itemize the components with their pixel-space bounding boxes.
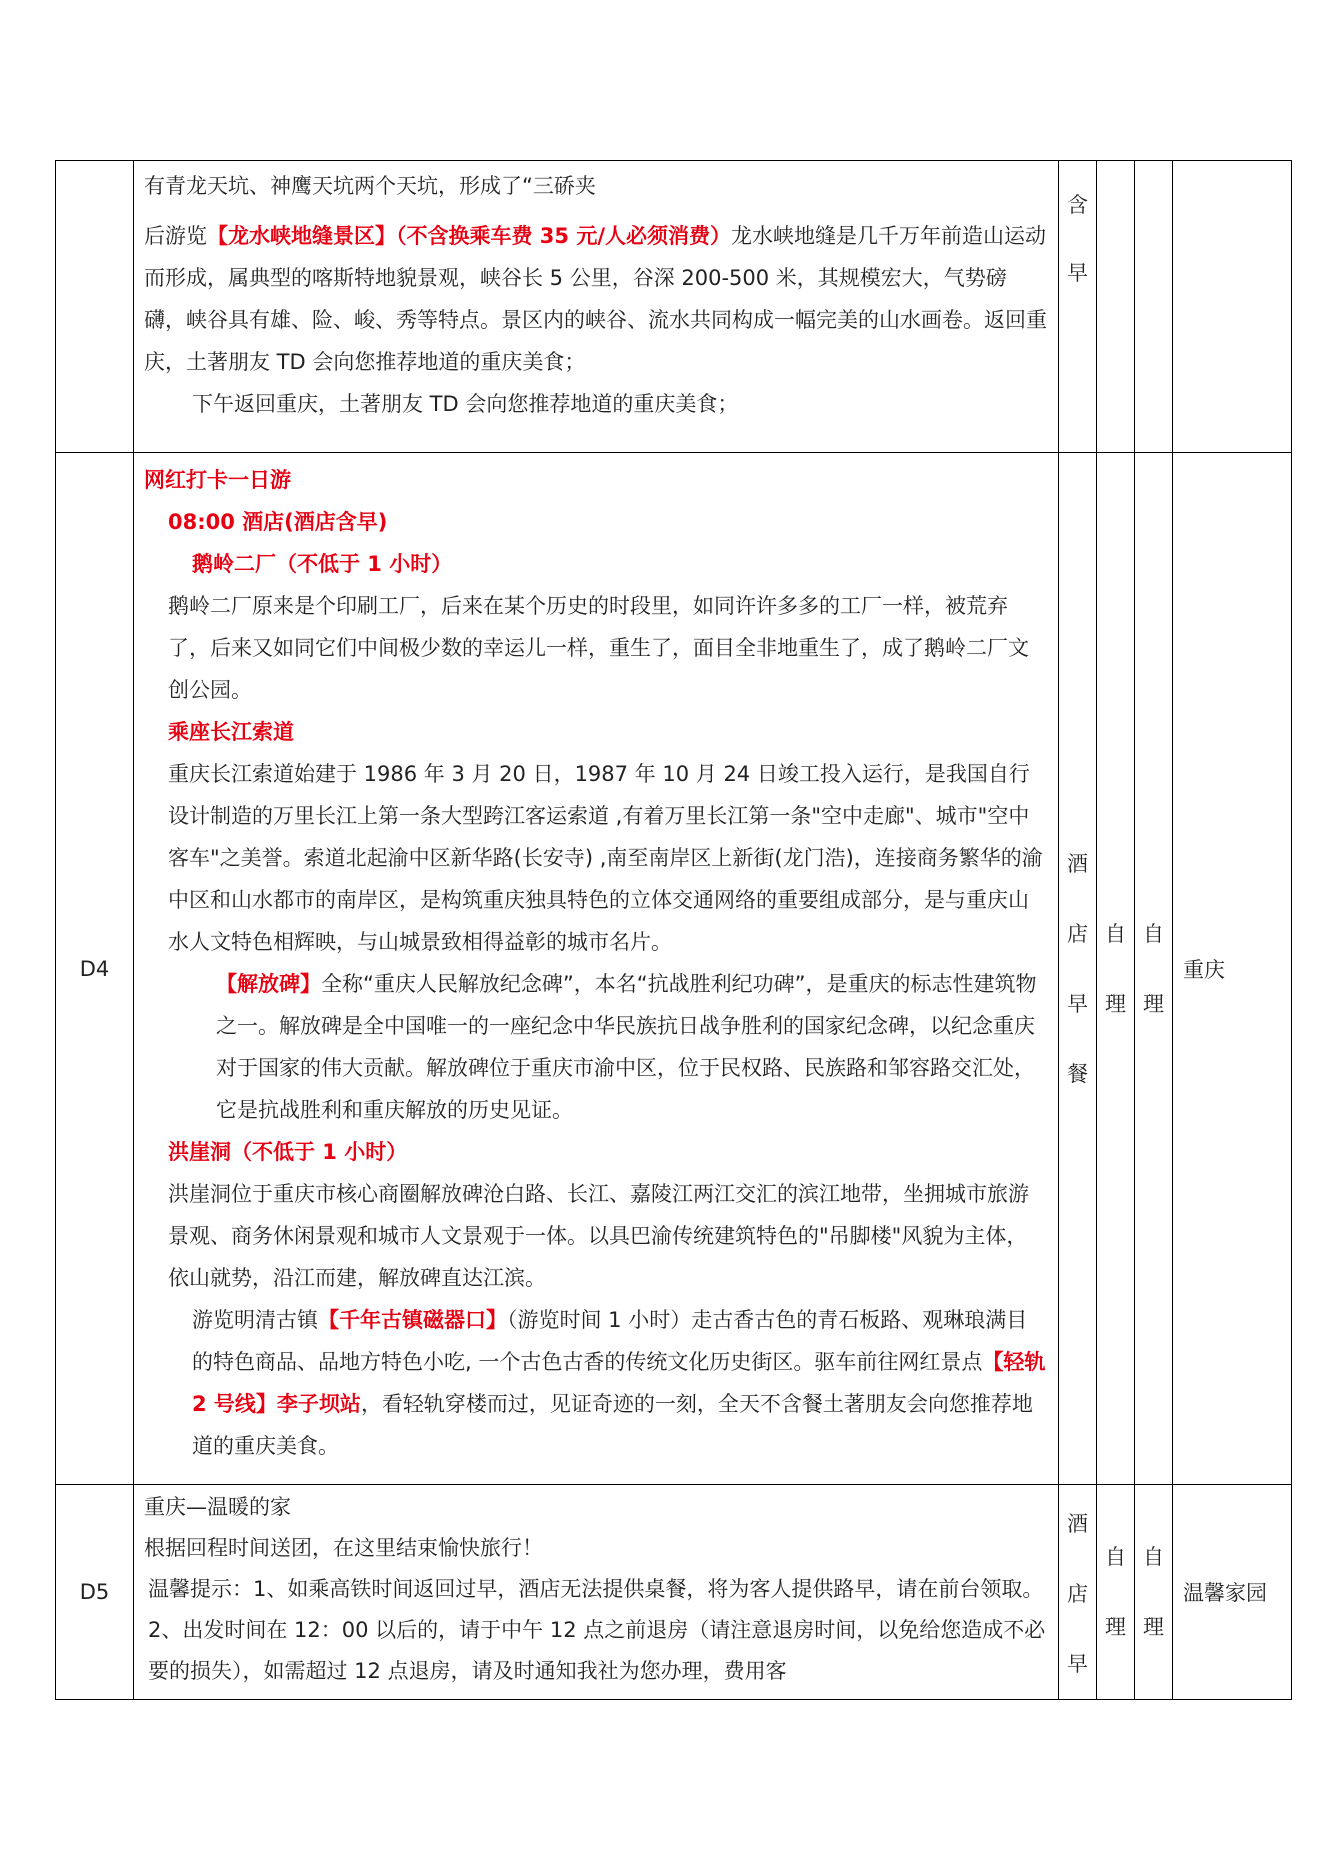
description-cell [134, 161, 1059, 453]
attraction-title: 乘座长江索道 [168, 720, 294, 744]
desc-highlight: 【龙水峡地缝景区】（不含换乘车费 35 元/人必须消费） [207, 224, 732, 248]
attraction-text: 游览明清古镇 [192, 1308, 318, 1332]
itinerary-row-d5 [56, 1485, 1292, 1700]
attraction-text: 鹅岭二厂原来是个印刷工厂，后来在某个历史的时段里，如同许许多多的工厂一样，被荒弃了，后来又如同它们中间极少数的幸运儿一样，重生了，面目全非地重生了，成了鹅岭二厂文创公园。 [168, 594, 1029, 702]
itinerary-row-continued [56, 161, 1292, 453]
attraction-paragraph [144, 963, 1048, 1131]
attraction-text: ，看轻轨穿楼而过，见证奇迹的一刻，全天不含餐土著朋友会向您推荐地道的重庆美食。 [192, 1392, 1033, 1458]
breakfast-char: 早 [1067, 991, 1088, 1016]
lunch-char: 自 [1105, 921, 1126, 946]
breakfast-char: 酒 [1067, 1512, 1088, 1536]
hotel-cell: 重庆 [1173, 453, 1292, 1485]
breakfast-char: 早 [1067, 1652, 1088, 1676]
dinner-char: 理 [1143, 1615, 1164, 1639]
itinerary-row-d4 [56, 453, 1292, 1485]
lunch-char: 理 [1105, 1615, 1126, 1639]
hotel-cell [1173, 161, 1292, 453]
attraction-text: （游览时间 1 小时）走古香古色的青石板路、观琳琅满目的特色商品、品地方特色小吃, 一个古色古香的传统文化历史街区。驱车前往网红景点 [192, 1308, 1028, 1374]
desc-line: 温馨提示：1、如乘高铁时间返回过早，酒店无法提供桌餐，将为客人提供路早，请在前台领取。2、出发时间在 12：00 以后的，请于中午 12 点之前退房（请注意退房时间，以免给您造成不必要的损失），如需超过 12 点退房，请及时通知我社为您办理，费用客 [148, 1577, 1046, 1683]
breakfast-char: 酒 [1067, 851, 1088, 876]
attraction-title: 鹅岭二厂（不低于 1 小时） [192, 552, 453, 576]
breakfast-char: 店 [1067, 1582, 1088, 1606]
day-cell: D4 [56, 453, 134, 1485]
dinner-cell [1135, 161, 1173, 453]
attraction-highlight: 【千年古镇磁器口】 [318, 1308, 507, 1332]
lunch-cell [1097, 161, 1135, 453]
day-cell [56, 161, 134, 453]
attraction-highlight: 【轻轨 2 号线】李子坝站 [192, 1350, 1046, 1416]
attraction-text: 洪崖洞位于重庆市核心商圈解放碑沧白路、长江、嘉陵江两江交汇的滨江地带，坐拥城市旅游景观、商务休闲景观和城市人文景观于一体。以具巴渝传统建筑特色的"吊脚楼"风貌为主体，依山就势，沿江而建，解放碑直达江滨。 [168, 1182, 1029, 1290]
breakfast-cell [1059, 453, 1097, 1485]
lunch-cell [1097, 1485, 1135, 1700]
description-cell [134, 453, 1059, 1485]
dinner-char: 理 [1143, 991, 1164, 1016]
breakfast-cell [1059, 1485, 1097, 1700]
attraction-paragraph [144, 1299, 1048, 1467]
day-cell: D5 [56, 1485, 134, 1700]
attraction-text: 全称“重庆人民解放纪念碑”，本名“抗战胜利纪功碑”，是重庆的标志性建筑物之一。解放碑是全中国唯一的一座纪念中华民族抗日战争胜利的国家纪念碑，以纪念重庆对于国家的伟大贡献。解放碑位于重庆市渝中区，位于民权路、民族路和邹容路交汇处，它是抗战胜利和重庆解放的历史见证。 [216, 972, 1037, 1122]
hotel-cell: 温馨家园 [1173, 1485, 1292, 1700]
attraction-highlight: 【解放碑】 [216, 972, 321, 996]
lunch-char: 自 [1105, 1545, 1126, 1569]
section-time: 08:00 酒店(酒店含早) [168, 510, 388, 534]
attraction-title: 洪崖洞（不低于 1 小时） [168, 1140, 408, 1164]
desc-line: 有青龙天坑、神鹰天坑两个天坑，形成了“三硚夹 [144, 174, 596, 198]
dinner-cell [1135, 453, 1173, 1485]
dinner-char: 自 [1143, 921, 1164, 946]
breakfast-char: 店 [1067, 921, 1088, 946]
breakfast-char: 早 [1067, 261, 1088, 285]
attraction-text: 重庆长江索道始建于 1986 年 3 月 20 日，1987 年 10 月 24 日竣工投入运行，是我国自行设计制造的万里长江上第一条大型跨江客运索道 ,有着万里长江第一条"空中走廊"、城市"空中客车"之美誉。索道北起渝中区新华路(长安寺) ,南至南岸区上新街(龙门浩)，连接商务繁华的渝中区和山水都市的南岸区，是构筑重庆独具特色的立体交通网络的重要组成部分，是与重庆山水人文特色相辉映，与山城景致相得益彰的城市名片。 [168, 762, 1043, 954]
section-title: 网红打卡一日游 [144, 468, 291, 492]
desc-line: 下午返回重庆，土著朋友 TD 会向您推荐地道的重庆美食； [192, 392, 739, 416]
breakfast-cell [1059, 161, 1097, 453]
dinner-char: 自 [1143, 1545, 1164, 1569]
breakfast-char: 餐 [1067, 1061, 1088, 1086]
desc-text: 后游览 [144, 224, 207, 248]
description-cell [134, 1485, 1059, 1700]
lunch-char: 理 [1105, 991, 1126, 1016]
lunch-cell [1097, 453, 1135, 1485]
itinerary-table [55, 160, 1292, 1700]
desc-text: 龙水峡地缝是几千万年前造山运动而形成，属典型的喀斯特地貌景观，峡谷长 5 公里，谷深 200-500 米，其规模宏大，气势磅礴，峡谷具有雄、险、峻、秀等特点。景区内的峡谷、流水共同构成一幅完美的山水画卷。返回重庆，土著朋友 TD 会向您推荐地道的重庆美食； [144, 224, 1047, 374]
desc-line: 根据回程时间送团，在这里结束愉快旅行！ [144, 1536, 543, 1560]
dinner-cell [1135, 1485, 1173, 1700]
breakfast-char: 含 [1067, 193, 1088, 217]
desc-line: 重庆—温暖的家 [144, 1495, 291, 1519]
desc-paragraph [144, 215, 1048, 383]
